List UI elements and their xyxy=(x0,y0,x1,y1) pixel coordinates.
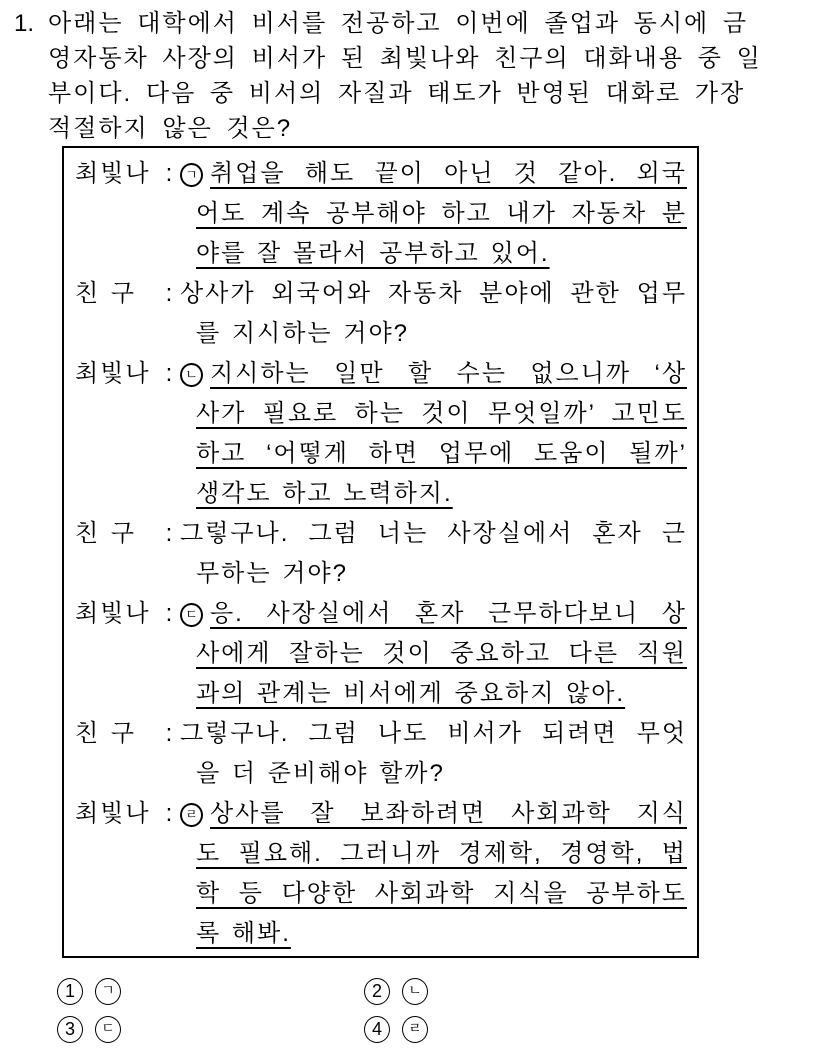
speech-line xyxy=(180,354,687,394)
speech-line: 무하는 거야? xyxy=(196,560,348,587)
speaker-name: 최빛나 xyxy=(75,600,151,627)
underlined-speech: 도 필요해. 그러니까 경제학, 경영학, 법 xyxy=(196,840,687,867)
speaker-colon: : xyxy=(165,800,173,827)
question-text-line: 부이다. 다음 중 비서의 자질과 태도가 반영된 대화로 가장 xyxy=(48,80,746,107)
speech-line xyxy=(180,874,687,914)
speech-line xyxy=(180,394,687,434)
speech-line xyxy=(180,434,687,474)
underlined-speech: 상사를 잘 보좌하려면 사회과학 지식 xyxy=(210,800,687,827)
speech-line xyxy=(180,594,687,634)
underlined-speech: 사에게 잘하는 것이 중요하고 다른 직원 xyxy=(196,640,687,667)
dialogue-entry xyxy=(75,354,687,514)
question-text-line: 아래는 대학에서 비서를 전공하고 이번에 졸업과 동시에 금 xyxy=(48,10,749,37)
circled-giyeok-icon: ㄱ xyxy=(95,978,121,1005)
speech-line: 상사가 외국어와 자동차 분야에 관한 업무 xyxy=(180,280,687,307)
speaker-name: 최빛나 xyxy=(75,360,151,387)
underlined-speech: 응. 사장실에서 혼자 근무하다보니 상 xyxy=(210,600,687,627)
speech-line: 를 지시하는 거야? xyxy=(196,320,409,347)
speaker-colon: : xyxy=(165,520,173,547)
question-text xyxy=(48,6,814,146)
choice-4[interactable] xyxy=(364,1016,428,1043)
speech-line xyxy=(180,914,687,954)
speaker-name: 최빛나 xyxy=(75,160,151,187)
choice-2[interactable] xyxy=(364,978,428,1005)
dialogue-entry xyxy=(75,794,687,954)
speech-line xyxy=(180,474,687,514)
speech-content xyxy=(180,154,687,274)
speaker-name: 친 구 xyxy=(75,280,137,307)
speaker-colon: : xyxy=(165,600,173,627)
underlined-speech: 하고 ‘어떻게 하면 업무에 도움이 될까’ xyxy=(196,440,687,467)
speech-line: 그렇구나. 그럼 너는 사장실에서 혼자 근 xyxy=(180,520,687,547)
dialogue-entry xyxy=(75,594,687,714)
speech-content xyxy=(180,274,687,354)
speech-content xyxy=(180,714,687,794)
circled-digeut-marker-icon: ㄷ xyxy=(180,603,203,627)
speaker-name: 친 구 xyxy=(75,520,137,547)
speaker-colon: : xyxy=(165,720,173,747)
speech-line xyxy=(180,194,687,234)
circled-giyeok-marker-icon: ㄱ xyxy=(180,163,203,187)
choice-3[interactable] xyxy=(57,1016,121,1043)
choice-1[interactable] xyxy=(57,978,121,1005)
circled-number-2-icon: 2 xyxy=(364,978,390,1005)
underlined-speech: 지시하는 일만 할 수는 없으니까 ‘상 xyxy=(210,360,687,387)
circled-rieul-marker-icon: ㄹ xyxy=(180,803,203,827)
speaker-colon: : xyxy=(165,360,173,387)
question-number: 1. xyxy=(14,10,35,37)
underlined-speech: 야를 잘 몰라서 공부하고 있어. xyxy=(196,240,550,267)
dialogue-entry xyxy=(75,154,687,274)
speech-content xyxy=(180,794,687,954)
dialogue-entry xyxy=(75,514,687,594)
speech-content xyxy=(180,514,687,594)
speech-line xyxy=(180,234,687,274)
dialogue-entry xyxy=(75,714,687,794)
underlined-speech: 생각도 하고 노력하지. xyxy=(196,480,453,507)
underlined-speech: 학 등 다양한 사회과학 지식을 공부하도 xyxy=(196,880,687,907)
speech-line: 을 더 준비해야 할까? xyxy=(196,760,445,787)
question-text-line: 적절하지 않은 것은? xyxy=(48,115,293,142)
circled-nieun-icon: ㄴ xyxy=(402,978,428,1005)
speech-line xyxy=(180,674,687,714)
question-text-line: 영자동차 사장의 비서가 된 최빛나와 친구의 대화내용 중 일 xyxy=(48,45,762,72)
underlined-speech: 과의 관계는 비서에게 중요하지 않아. xyxy=(196,680,626,707)
circled-nieun-marker-icon: ㄴ xyxy=(180,363,203,387)
circled-number-1-icon: 1 xyxy=(57,978,83,1005)
question-stem xyxy=(14,6,814,146)
speech-line xyxy=(180,154,687,194)
speech-line xyxy=(180,634,687,674)
underlined-speech: 취업을 해도 끝이 아닌 것 같아. 외국 xyxy=(210,160,687,187)
circled-rieul-icon: ㄹ xyxy=(402,1016,428,1043)
speaker-colon: : xyxy=(165,160,173,187)
underlined-speech: 사가 필요로 하는 것이 무엇일까’ 고민도 xyxy=(196,400,687,427)
underlined-speech: 어도 계속 공부해야 하고 내가 자동차 분 xyxy=(196,200,687,227)
speech-line xyxy=(180,834,687,874)
circled-number-4-icon: 4 xyxy=(364,1016,390,1043)
speaker-colon: : xyxy=(165,280,173,307)
speech-content xyxy=(180,594,687,714)
dialogue-entry xyxy=(75,274,687,354)
circled-number-3-icon: 3 xyxy=(57,1016,83,1043)
speech-content xyxy=(180,354,687,514)
dialogue-box xyxy=(62,146,699,958)
speaker-name: 친 구 xyxy=(75,720,137,747)
underlined-speech: 록 해봐. xyxy=(196,920,291,947)
circled-digeut-icon: ㄷ xyxy=(95,1016,121,1043)
speaker-name: 최빛나 xyxy=(75,800,151,827)
speech-line xyxy=(180,794,687,834)
speech-line: 그렇구나. 그럼 나도 비서가 되려면 무엇 xyxy=(180,720,687,747)
